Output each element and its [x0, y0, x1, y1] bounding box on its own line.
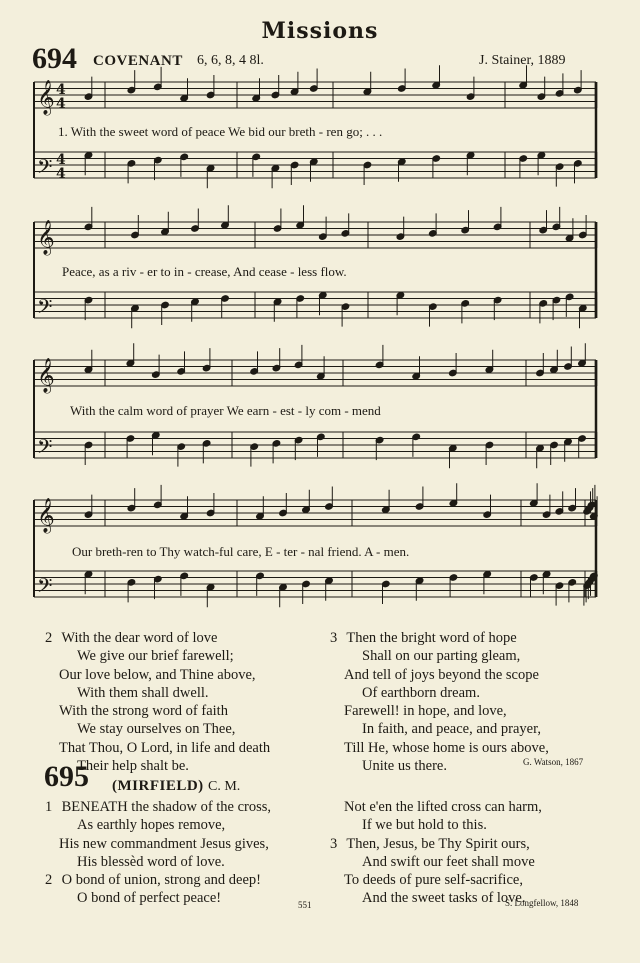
section-title: Missions — [261, 18, 379, 44]
underlay-line-3: With the calm word of prayer We earn - est - ly com - mend — [70, 403, 381, 418]
treble-clef-icon: 𝄞 — [37, 80, 55, 115]
bass-clef-icon: 𝄢 — [37, 155, 53, 183]
verse-line: O bond of perfect peace! — [77, 890, 222, 907]
verse-line: O bond of union, strong and deep! — [61, 872, 261, 889]
verse-694-3 — [330, 629, 549, 775]
time-signature-top: 4 — [56, 82, 66, 98]
verse-number: 2 — [45, 630, 53, 646]
verse-line: Not e'en the lifted cross can harm, — [344, 799, 542, 815]
verse-line: If we but hold to this. — [362, 817, 487, 834]
verse-number: 3 — [330, 630, 338, 646]
verse-line: And tell of joys beyond the scope — [344, 666, 539, 683]
verse-line: Then, Jesus, be Thy Spirit ours, — [346, 835, 530, 852]
verse-695-col2 — [330, 798, 542, 908]
verse-line: Shall on our parting gleam, — [362, 648, 521, 665]
treble-clef-icon: 𝄞 — [37, 220, 55, 255]
page-number: 551 — [298, 900, 312, 910]
verse-line: We stay ourselves on Thee, — [77, 721, 236, 738]
verse-line: Our love below, and Thine above, — [59, 666, 256, 683]
verse-line: We give our brief farewell; — [77, 648, 234, 665]
bass-clef-icon: 𝄢 — [37, 574, 53, 602]
verse-number: 2 — [45, 872, 53, 889]
underlay-line-2: Peace, as a riv - er to in - crease, And cease - less flow. — [62, 264, 347, 279]
verse-line: In faith, and peace, and prayer, — [362, 721, 541, 738]
time-signature-top: 4 — [56, 152, 66, 168]
author-694: G. Watson, 1867 — [523, 757, 584, 767]
verse-line: And swift our feet shall move — [362, 853, 535, 870]
verse-number: 1 — [45, 799, 53, 815]
verse-line: Till He, whose home is ours above, — [344, 739, 549, 756]
underlay-line-4: Our breth-ren to Thy watch-ful care, E - ter - nal friend. A - men. — [72, 544, 410, 559]
verse-line: With the dear word of love — [61, 630, 218, 646]
composer-694: J. Stainer, 1889 — [479, 53, 566, 68]
verse-line: BENEATH the shadow of the cross, — [61, 799, 272, 815]
time-signature-bottom: 4 — [56, 96, 66, 112]
verse-line: Their help shalt be. — [77, 758, 189, 775]
verse-line: His new commandment Jesus gives, — [59, 835, 269, 852]
hymn-number-695: 695 — [44, 760, 89, 793]
verse-line: And the sweet tasks of love. — [362, 890, 526, 907]
verse-line: With the strong word of faith — [59, 703, 228, 720]
underlay-line-1: 1. With the sweet word of peace We bid our breth - ren go; . . . — [58, 124, 383, 139]
treble-clef-icon: 𝄞 — [37, 358, 55, 393]
tune-name-covenant: COVENANT — [93, 53, 183, 69]
verse-694-2 — [45, 629, 270, 775]
bass-clef-icon: 𝄢 — [37, 435, 53, 463]
tune-name-mirfield: (MIRFIELD) — [112, 778, 204, 794]
verse-line: To deeds of pure self-sacrifice, — [344, 872, 523, 889]
verse-line: His blessèd word of love. — [77, 853, 225, 870]
verse-line: Then the bright word of hope — [346, 630, 517, 646]
hymn-number-694: 694 — [32, 42, 77, 75]
verse-line: Unite us there. — [362, 758, 447, 775]
author-695: S. Longfellow, 1848 — [505, 898, 579, 908]
bass-clef-icon: 𝄢 — [37, 295, 53, 323]
meter-694: 6, 6, 8, 4 8l. — [197, 53, 264, 68]
meter-695: C. M. — [208, 779, 241, 794]
verse-line: As earthly hopes remove, — [77, 817, 226, 834]
verse-line: With them shall dwell. — [77, 684, 209, 701]
treble-clef-icon: 𝄞 — [37, 498, 55, 533]
time-signature-bottom: 4 — [56, 166, 66, 182]
verse-695-col1 — [45, 798, 271, 908]
verse-line: That Thou, O Lord, in life and death — [59, 739, 271, 756]
verse-line: Farewell! in hope, and love, — [344, 703, 507, 720]
verse-line: Of earthborn dream. — [362, 684, 480, 701]
verse-number: 3 — [330, 835, 338, 852]
